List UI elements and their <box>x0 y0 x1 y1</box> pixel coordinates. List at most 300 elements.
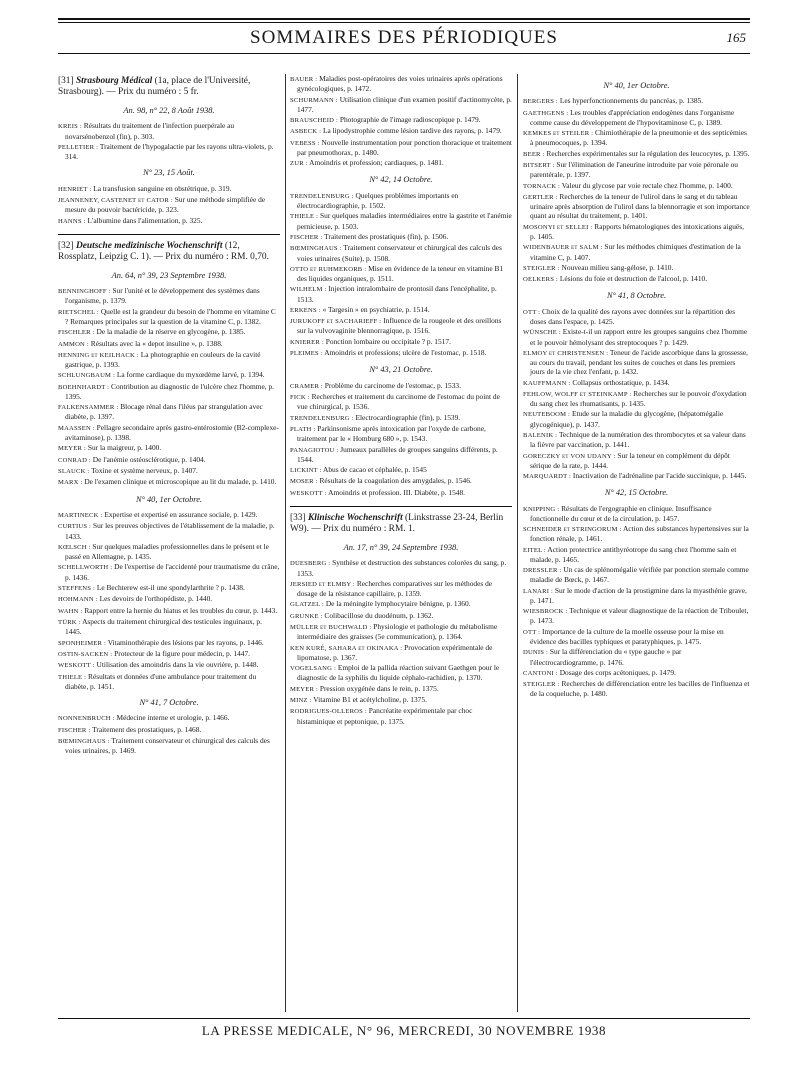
article-author: GLATZEL : <box>290 601 324 609</box>
article-entry <box>290 413 512 423</box>
article-title: Influence de la rougeole et des oreillons sur la vulvovaginite blennorragique, p. 1516. <box>297 316 502 336</box>
article-entry <box>523 327 750 346</box>
article-entry <box>290 476 512 486</box>
article-entry <box>523 451 750 470</box>
article-entry <box>58 477 280 487</box>
article-title: Recherches de la teneur de l'ulirol dans le sang et du tableau urinaire après absorption de l'ulirol dans la blennorragie et son importance quant au résultat du traitement, p. 1401. <box>530 192 750 221</box>
article-author: SPONHEIMER : <box>58 639 107 647</box>
article-entry <box>523 307 750 326</box>
article-author: BEER : <box>523 150 545 158</box>
article-title: Toxine et système nerveux, p. 1407. <box>91 466 198 476</box>
article-author: OSTIN-SACKEN : <box>58 650 113 658</box>
article-entry <box>290 663 512 682</box>
journal-title: Klinische Wochenschrift <box>307 512 403 523</box>
column-1 <box>58 74 280 1012</box>
journal-details: (12, Rossplatz, Leipzig C. 1). — Prix du numéro : RM. 0,70. <box>58 240 269 263</box>
article-title: Parkinsonisme après intoxication par l'oxyde de carbone, traitement par le « Homburg 680 », p. 1543. <box>297 424 486 444</box>
article-title: La forme cardiaque du myxœdème larvé, p. 1394. <box>116 370 265 380</box>
article-entry <box>58 510 280 520</box>
article-entry <box>58 195 280 214</box>
article-entry <box>58 649 280 659</box>
page <box>58 18 750 1058</box>
article-entry <box>58 350 280 369</box>
article-entry <box>58 562 280 581</box>
article-title: De la méningite lymphocytaire bénigne, p. 1360. <box>325 599 471 609</box>
header-bottom-rule <box>58 53 750 54</box>
article-author: ASBECK : <box>290 128 322 136</box>
article-author: WILHELM : <box>290 286 327 294</box>
article-author: BŒMINGHAUS : <box>290 245 342 253</box>
article-author: EITEL : <box>523 546 546 554</box>
article-title: De l'anémie ostéosclérotique, p. 1404. <box>92 454 206 464</box>
article-title: Collapsus orthostatique, p. 1434. <box>572 377 670 387</box>
article-author: FEHLOW, WOLFF et STEINKAMP : <box>523 390 632 398</box>
article-author: WIDENBAUER et SALM : <box>523 244 603 252</box>
article-title: Résultats et données d'une ambulance pour traitement du diabète, p. 1451. <box>65 671 257 691</box>
article-title: Sur les méthodes chimiques d'estimation de la vitamine C, p. 1407. <box>530 242 741 262</box>
article-entry <box>290 305 512 315</box>
article-title: Teneur de l'acide ascorbique dans la grossesse, au cours du travail, pendant les suites de couches et dans les premiers jours de la vie chez l'enfant, p. 1432. <box>530 347 749 377</box>
article-author: DUNIS : <box>523 649 549 657</box>
article-title: Sur les preuves objectives de l'établissement de la maladie, p. 1433. <box>65 521 275 541</box>
page-number: 165 <box>726 30 746 45</box>
article-title: Sur quelques maladies professionnelles dans le présent et le passé en Allemagne, p. 1435. <box>65 541 269 562</box>
article-entry <box>290 622 512 641</box>
article-title: Maladies post-opératoires des voies urinaires après opérations gynécologiques, p. 1472. <box>297 74 503 94</box>
article-author: MAASSEN : <box>58 424 95 432</box>
article-entry <box>523 222 750 241</box>
article-author: CURTIUS : <box>58 523 92 531</box>
article-title: Etude sur la maladie du glycogène, (hépatomégalie glycogénique), p. 1437. <box>530 409 724 429</box>
article-author: MARTINECK : <box>58 512 103 520</box>
article-entry <box>523 606 750 625</box>
article-author: PLEIMES : <box>290 350 323 358</box>
article-entry <box>523 378 750 388</box>
article-entry <box>58 736 280 755</box>
article-entry <box>58 307 280 326</box>
article-author: WAHN : <box>58 607 83 615</box>
article-author: FISCHLER : <box>58 329 95 337</box>
page-footer: LA PRESSE MEDICALE, N° 96, MERCREDI, 30 NOVEMBRE 1938 <box>201 1023 607 1038</box>
article-title: Vitaminothérapie des lésions par les rayons, p. 1446. <box>107 637 264 647</box>
article-author: BENNINGHOFF : <box>58 288 111 296</box>
article-title: Les hyperfonctionnements du pancréas, p. 1385. <box>559 96 704 106</box>
article-entry <box>290 488 512 498</box>
article-title: Lésions du foie et destruction de l'alcool, p. 1410. <box>559 274 708 284</box>
article-author: CANTONI : <box>523 669 558 677</box>
article-title: Sur la maigreur, p. 1400. <box>87 443 162 453</box>
article-title: Emploi de la pallida réaction suivant Gaethgen pour le diagnostic de la syphilis du liquide céphalo-rachidien, p. 1370. <box>297 663 500 683</box>
article-author: STEIGLER : <box>523 681 560 689</box>
article-title: Sur le mode d'action de la prostigmine dans la myasthénie grave, p. 1471. <box>530 585 747 605</box>
article-author: SCHLUNGBAUM : <box>58 372 116 380</box>
article-title: Rapports hématologiques des intoxications aiguës, p. 1405. <box>530 221 744 241</box>
article-author: CONRAD : <box>58 456 91 464</box>
article-title: Traitement des prostatiques, p. 1468. <box>92 724 202 734</box>
article-title: Sur quelques maladies intermédiaires entre la gastrite et l'anémie pernicieuse, p. 1503. <box>297 211 512 231</box>
article-title: Amoindris et professions; ulcère de l'estomac, p. 1518. <box>324 348 487 358</box>
article-author: HENRIET : <box>58 185 92 193</box>
article-author: SCHELLWORTH : <box>58 564 113 572</box>
article-entry <box>290 138 512 157</box>
article-title: Mise en évidence de la teneur en vitamine B1 des liquides organiques, p. 1511. <box>297 263 504 284</box>
article-entry <box>523 263 750 273</box>
article-author: GORECZKY et VON UDANY : <box>523 452 616 460</box>
article-entry <box>290 95 512 114</box>
article-title: Aspects du traitement chirurgical des testicules inguinaux, p. 1445. <box>65 617 262 637</box>
article-author: STEFFENS : <box>58 584 95 592</box>
issue-heading: An. 98, n° 22, 8 Août 1938. <box>123 105 215 115</box>
article-author: MÜLLER et BUCHWALD : <box>290 624 372 632</box>
article-author: MEYER : <box>290 685 318 693</box>
article-entry <box>58 184 280 194</box>
article-title: Un cas de splénomégalie vérifiée par ponction sternale comme maladie de Bœck, p. 1467. <box>530 565 749 585</box>
article-entry <box>290 599 512 609</box>
article-entry <box>290 126 512 136</box>
article-title: Importance de la culture de la moelle osseuse pour la mise en évidence des bacilles typhiques et paratyphiques, p. 1475. <box>530 626 724 647</box>
article-entry <box>290 191 512 210</box>
article-entry <box>290 348 512 358</box>
article-entry <box>58 521 280 540</box>
article-author: ELMOY et CHRISTENSEN : <box>523 349 609 357</box>
article-title: Résultats avec la « depot insuline », p. 1388. <box>90 338 223 348</box>
article-author: TRENDELENBURG : <box>290 414 354 422</box>
article-title: Inactivation de l'adrénaline par l'acide succinique, p. 1445. <box>572 471 747 481</box>
article-title: Résultats du traitement de l'infection puerpérale au novarsénobenzol (fin), p. 303. <box>65 121 235 141</box>
article-author: WESKOTT : <box>58 662 95 670</box>
issue-heading: N° 41, 7 Octobre. <box>139 698 199 707</box>
article-entry <box>290 243 512 262</box>
issue-heading: N° 43, 21 Octobre. <box>369 365 433 375</box>
article-title: Nouveau milieu sang-gélose, p. 1410. <box>561 262 674 272</box>
article-title: Nouvelle instrumentation pour ponction thoracique et traitement par pneumothorax, p. 1480. <box>297 137 512 157</box>
issue-heading: An. 17, n° 39, 24 Septembre 1938. <box>343 542 459 552</box>
article-entry <box>58 216 280 226</box>
article-title: Abus de cacao et céphalée, p. 1545 <box>322 465 427 475</box>
article-author: NONNENBRUCH : <box>58 715 115 723</box>
section-divider <box>290 506 512 507</box>
article-entry <box>523 430 750 449</box>
article-title: Amoindris et profession; cardiaques, p. 1481. <box>309 158 444 168</box>
article-entry <box>523 108 750 127</box>
article-entry <box>290 158 512 168</box>
article-entry <box>523 471 750 481</box>
article-entry <box>58 286 280 305</box>
article-author: HANNS : <box>58 217 86 225</box>
article-entry <box>523 524 750 543</box>
column-3 <box>523 74 750 1012</box>
article-author: KAUFFMANN : <box>523 379 571 387</box>
article-entry <box>58 423 280 442</box>
article-entry <box>58 466 280 476</box>
article-entry <box>523 96 750 106</box>
article-entry <box>523 504 750 523</box>
article-author: MARQUARDT : <box>523 473 572 481</box>
article-entry <box>58 606 280 616</box>
article-author: OTTO et RUHMEKORB : <box>290 265 367 273</box>
article-entry <box>523 128 750 147</box>
footer-rule <box>58 1018 750 1019</box>
article-author: KNIERER : <box>290 338 324 346</box>
article-title: Physiologie et pathologie du métabolisme intermédiaire des graisses (5e communication), p. 1364. <box>297 622 498 642</box>
column-divider <box>517 74 518 1012</box>
article-author: KŒLSCH : <box>58 543 91 551</box>
article-entry <box>523 348 750 377</box>
article-title: Existe-t-il un rapport entre les groupes sanguins chez l'homme et le pouvoir hémolysant des streptocoques ? p. 1429. <box>530 327 748 347</box>
journal-details: (Linkstrasse 23-24, Berlin W9). — Prix du numéro : RM. 1. <box>290 512 504 535</box>
article-author: KEMKES et STEILER : <box>523 130 594 138</box>
article-title: Sur la teneur en complément du dépôt sérique de la rate, p. 1444. <box>530 450 730 470</box>
article-author: BALENIK : <box>523 432 558 439</box>
article-entry <box>523 565 750 584</box>
article-title: De l'examen clinique et microscopique au lit du malade, p. 1410. <box>84 477 277 487</box>
article-entry <box>290 74 512 93</box>
article-entry <box>290 445 512 464</box>
article-title: Médecine interne et urologie, p. 1466. <box>116 713 230 723</box>
article-title: Blocage rénal dans l'iléus par strangulation avec diabète, p. 1397. <box>65 402 263 422</box>
article-entry <box>58 382 280 401</box>
article-entry <box>523 679 750 698</box>
article-title: Pancréatite expérimentale par choc histaminique et peptonique, p. 1375. <box>297 706 473 726</box>
article-entry <box>58 121 280 140</box>
article-author: MEYER : <box>58 445 86 453</box>
issue-heading: N° 40, 1er Octobre. <box>603 81 670 90</box>
article-title: Recherches sur le pouvoir d'oxydation du sang chez les rhumatisants, p. 1435. <box>530 388 747 409</box>
article-entry <box>523 149 750 159</box>
article-title: Les devoirs de l'orthopédiste, p. 1440. <box>99 594 213 604</box>
article-author: WESKOTT : <box>290 489 327 497</box>
section-divider <box>58 234 280 235</box>
header-rule <box>58 18 750 20</box>
article-author: FICK : <box>290 394 310 402</box>
article-title: Vitamine B1 et acétylcholine, p. 1375. <box>313 695 427 705</box>
article-entry <box>523 274 750 284</box>
article-author: NEUTEBOOM : <box>523 411 571 419</box>
article-author: AMMON : <box>58 340 89 348</box>
article-title: De la maladie de la réserve en glycogène, p. 1385. <box>96 327 246 337</box>
article-author: MARX : <box>58 479 83 487</box>
article-entry <box>523 389 750 408</box>
article-entry <box>523 545 750 564</box>
article-title: Pression oxygénée dans le rein, p. 1375. <box>319 683 439 693</box>
section-number: [33] <box>290 512 306 523</box>
article-author: TÜRK : <box>58 619 81 627</box>
article-author: PANAGIOTOU : <box>290 446 339 454</box>
article-title: Utilisation des amoindris dans la vie ouvrière, p. 1448. <box>96 660 259 670</box>
article-title: Technique de la numération des thrombocytes et sa valeur dans la fièvre par vaccination, p. 1441. <box>530 430 746 450</box>
article-entry <box>523 181 750 191</box>
article-title: Sur la différenciation du « type gauche » par l'électrocardiogramme, p. 1476. <box>530 647 682 667</box>
article-title: Recherches et traitement du carcinome de l'estomac du point de vue chirurgical, p. 1536. <box>297 392 500 412</box>
article-title: Traitement de l'hypogalactie par les rayons ultra-violets, p. 314. <box>65 141 274 162</box>
article-author: OELKERS : <box>523 276 558 284</box>
article-title: Action des substances hypertensives sur la fonction rénale, p. 1461. <box>530 524 749 544</box>
article-entry <box>58 660 280 670</box>
article-title: Synthèse et destruction des substances colorées du sang, p. 1353. <box>297 558 507 578</box>
article-title: Quelle est la grandeur du besoin de l'homme en vitamine C ? Remarques principales sur la question de la vitamine C, p. 1382. <box>65 306 276 326</box>
article-author: HOHMANN : <box>58 596 98 604</box>
article-title: Contribution au diagnostic de l'ulcère chez l'homme, p. 1395. <box>65 381 275 401</box>
article-entry <box>58 594 280 604</box>
article-title: Recherches de différenciation entre les bacilles de l'influenza et de la coqueluche, p. 1480. <box>530 679 750 699</box>
article-title: « Targesin » en psychiatrie, p. 1514. <box>322 304 430 314</box>
article-author: BITSERT : <box>523 162 555 170</box>
article-author: STEIGLER : <box>523 264 560 272</box>
article-author: KREIS : <box>58 123 82 131</box>
article-entry <box>290 558 512 577</box>
article-title: Dosage des corps acétoniques, p. 1479. <box>559 667 676 677</box>
article-author: VEBESS : <box>290 139 320 147</box>
article-title: Jumeaux parallèles de groupes sanguins différents, p. 1544. <box>297 444 498 464</box>
article-title: Technique et valeur diagnostique de la réaction de Triboulet, p. 1473. <box>530 606 749 626</box>
article-author: BŒMINGHAUS : <box>58 738 110 746</box>
article-title: Pellagre secondaire après gastro-entérostomie (B2-complexe-avitaminose), p. 1398. <box>65 422 279 442</box>
journal-heading <box>290 513 512 536</box>
article-title: Rapport entre la hernie du hiatus et les troubles du cœur, p. 1443. <box>84 605 278 615</box>
article-entry <box>523 160 750 179</box>
article-title: L'albumine dans l'alimentation, p. 325. <box>87 215 203 225</box>
article-entry <box>58 725 280 735</box>
article-entry <box>523 647 750 666</box>
article-entry <box>523 586 750 605</box>
article-title: Valeur du glycose par voie rectale chez l'homme, p. 1400. <box>561 180 733 190</box>
article-author: JURUKOFF et SACHARIEFF : <box>290 318 382 326</box>
article-title: Expertise et expertisé en assurance sociale, p. 1429. <box>104 510 258 520</box>
article-title: Sur une méthode simplifiée de mesure du pouvoir bactéricide, p. 323. <box>65 195 266 215</box>
article-entry <box>58 402 280 421</box>
article-author: FISCHER : <box>290 233 323 241</box>
article-author: BOEHNHARDT : <box>58 383 110 391</box>
article-entry <box>58 370 280 380</box>
article-entry <box>58 583 280 593</box>
article-entry <box>290 211 512 230</box>
article-entry <box>290 684 512 694</box>
article-author: KEN KURÉ, SAHARA et OKINAKA : <box>290 644 403 652</box>
columns <box>58 74 750 1012</box>
article-entry <box>290 579 512 598</box>
article-author: TRENDELENBURG : <box>290 192 354 200</box>
article-entry <box>523 627 750 646</box>
article-title: Quelques problèmes importants en électrocardiographie, p. 1502. <box>297 190 459 211</box>
article-author: TORNACK : <box>523 182 561 190</box>
article-author: GRUNKE : <box>290 612 323 620</box>
article-title: Sur l'élimination de l'aneurine introduite par voie péronale ou parentérale, p. 1397. <box>530 160 739 180</box>
article-entry <box>58 339 280 349</box>
article-title: De l'expertise de l'accidenté pour traumatisme du crâne, p. 1436. <box>65 562 280 582</box>
article-title: Chimiothérapie de la pneumonie et des septicémies à pneumocoques, p. 1394. <box>530 128 747 148</box>
article-entry <box>290 695 512 705</box>
article-title: Colibacillose du duodénum, p. 1362. <box>324 610 434 620</box>
article-title: Les troubles d'appréciation endogènes dans l'organisme comme cause du développement de l'hypovitaminose C, p. 1389. <box>530 107 735 127</box>
article-author: PELLETIER : <box>58 143 99 151</box>
issue-heading: An. 64, n° 39, 23 Septembre 1938. <box>111 270 227 280</box>
article-author: OTT : <box>523 628 541 636</box>
journal-title: Deutsche medizinische Wochenschrift <box>75 240 223 251</box>
article-entry <box>58 327 280 337</box>
article-entry <box>290 284 512 303</box>
issue-heading: N° 40, 1er Octobre. <box>135 494 203 504</box>
article-entry <box>523 409 750 428</box>
article-entry <box>58 672 280 691</box>
article-entry <box>58 443 280 453</box>
article-title: Provocation expérimentale de lipomatose, p. 1367. <box>297 642 493 662</box>
article-title: Traitement conservateur et chirurgical des calculs des voies urinaires, p. 1469. <box>65 736 270 756</box>
article-author: FISCHER : <box>58 726 91 734</box>
issue-heading: N° 23, 15 Août. <box>143 168 195 178</box>
section-number: [32] <box>58 240 74 251</box>
article-author: SLAUCK : <box>58 468 90 476</box>
article-title: La lipodystrophie comme lésion tardive des rayons, p. 1479. <box>322 126 502 136</box>
article-entry <box>290 381 512 391</box>
article-author: THIELE : <box>58 673 87 681</box>
article-author: HENNING et KEILHACK : <box>58 351 139 359</box>
journal-title: Strasbourg Médical <box>75 76 153 86</box>
article-author: MOSER : <box>290 478 318 486</box>
journal-details: (1a, place de l'Université, Strasbourg). — Prix du numéro : 5 fr. <box>58 76 251 98</box>
article-title: Protecteur de la figure pour médecin, p. 1447. <box>114 648 251 658</box>
article-title: Traitement conservateur et chirurgical des calculs des voies urinaires (Suite), p. 1508. <box>297 243 502 263</box>
article-title: Problème du carcinome de l'estomac, p. 1533. <box>324 380 461 390</box>
page-header <box>58 23 750 53</box>
article-author: SCHURMANN : <box>290 96 338 104</box>
article-entry <box>290 316 512 335</box>
article-author: MOSONYI et SELLEI : <box>523 223 593 231</box>
article-entry <box>290 611 512 621</box>
article-entry <box>290 643 512 662</box>
issue-heading: N° 42, 15 Octobre. <box>604 488 669 498</box>
article-author: THIELE : <box>290 213 319 221</box>
issue-heading: N° 42, 14 Octobre. <box>369 175 433 185</box>
article-title: Recherches expérimentales sur la régulation des leucocytes, p. 1395. <box>546 148 750 158</box>
article-entry <box>58 617 280 636</box>
article-title: La transfusion sanguine en obstétrique, p. 319. <box>93 183 232 193</box>
article-title: Traitement des prostatiques (fin), p. 1506. <box>324 231 449 241</box>
article-author: JEANNENEY, CASTENET et CATOR : <box>58 197 173 205</box>
article-title: Sur l'unité et le développement des systèmes dans l'organisme, p. 1379. <box>65 286 260 306</box>
article-title: Résultats de l'ergographie en clinique. Insuffisance fonctionnelle du cœur et de la circulation, p. 1457. <box>530 503 712 523</box>
article-title: Recherches comparatives sur les méthodes de dosage de la résistance capillaire, p. 1359. <box>297 578 493 599</box>
page-title: SOMMAIRES DES PÉRIODIQUES <box>250 27 558 48</box>
article-title: Ponction lombaire ou occipitale ? p. 1517. <box>325 336 451 346</box>
article-title: Injection intralombaire de prontosil dans l'encéphalite, p. 1513. <box>297 284 497 304</box>
column-divider <box>285 74 286 1012</box>
article-author: FALKENSAMMER : <box>58 404 119 412</box>
article-title: Le Bechterew est-il une spondylarthrite ? p. 1438. <box>96 582 245 592</box>
article-entry <box>290 337 512 347</box>
article-entry <box>58 713 280 723</box>
article-author: SCHNEIDER et STRINGORUM : <box>523 526 622 534</box>
article-entry <box>290 392 512 411</box>
article-entry <box>523 668 750 678</box>
article-title: Résultats de la coagulation des amygdales, p. 1546. <box>319 476 472 486</box>
issue-heading: N° 41, 8 Octobre. <box>606 291 667 301</box>
article-entry <box>523 242 750 261</box>
article-entry <box>58 455 280 465</box>
article-author: DRESSLER : <box>523 567 562 575</box>
article-author: CRAMER : <box>290 382 323 390</box>
article-title: Photographie de l'image radioscopique p. 1479. <box>339 115 481 125</box>
article-title: Choix de la qualité des rayons avec données sur la répartition des doses dans l'espace, p. 1425. <box>530 306 736 326</box>
article-entry <box>290 264 512 283</box>
article-title: La photographie en couleurs de la cavité gastrique, p. 1393. <box>65 349 261 370</box>
article-entry <box>290 424 512 443</box>
article-author: BAUER : <box>290 76 318 83</box>
article-author: RODRIGUES-OLLEROS : <box>290 708 367 716</box>
article-entry <box>290 115 512 125</box>
article-title: Action protectrice antithyréotrope du sang chez l'homme sain et malade, p. 1465. <box>530 544 737 564</box>
article-title: Amoindris et profession. III. Diabète, p. 1548. <box>328 487 466 497</box>
section-number: [31] <box>58 76 74 86</box>
